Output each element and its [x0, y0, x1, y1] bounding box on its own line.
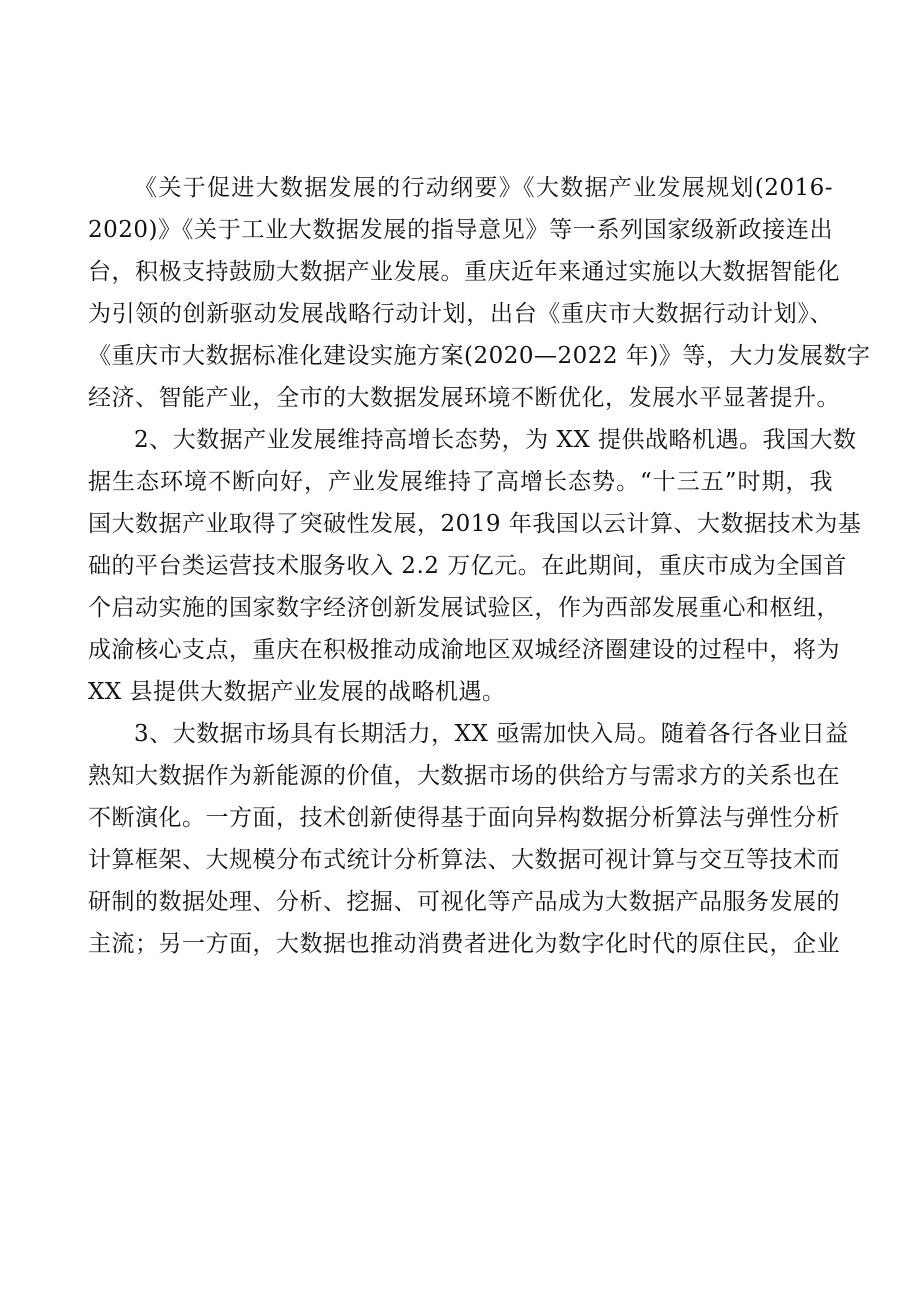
- paragraph-2-line-4: 础的平台类运营技术服务收入 2.2 万亿元。在此期间，重庆市成为全国首: [88, 553, 847, 579]
- paragraph-3-line-3: 不断演化。一方面，技术创新使得基于面向异构数据分析算法与弹性分析: [88, 805, 840, 831]
- document-page: [88, 0, 871, 1301]
- paragraph-1-line-4: 为引领的创新驱动发展战略行动计划，出台《重庆市大数据行动计划》、: [88, 301, 833, 327]
- paragraph-3-line-1: 3、大数据市场具有长期活力，XX 亟需加快入局。随着各行各业日益: [134, 721, 849, 747]
- paragraph-3-line-5: 研制的数据处理、分析、挖掘、可视化等产品成为大数据产品服务发展的: [88, 889, 840, 915]
- paragraph-2-line-6: 成渝核心支点，重庆在积极推动成渝地区双城经济圈建设的过程中，将为: [88, 637, 840, 663]
- paragraph-1-line-3: 台，积极支持鼓励大数据产业发展。重庆近年来通过实施以大数据智能化: [88, 259, 840, 285]
- paragraph-3-line-6: 主流；另一方面，大数据也推动消费者进化为数字化时代的原住民，企业: [88, 931, 840, 957]
- paragraph-2-line-7: XX 县提供大数据产业发展的战略机遇。: [88, 679, 506, 705]
- paragraph-1-line-6: 经济、智能产业，全市的大数据发展环境不断优化，发展水平显著提升。: [88, 385, 840, 411]
- paragraph-2-line-2: 据生态环境不断向好，产业发展维持了高增长态势。“十三五”时期，我: [88, 469, 833, 495]
- paragraph-3-line-4: 计算框架、大规模分布式统计分析算法、大数据可视计算与交互等技术而: [88, 847, 840, 873]
- paragraph-2-line-3: 国大数据产业取得了突破性发展，2019 年我国以云计算、大数据技术为基: [88, 511, 862, 537]
- paragraph-1-line-5: 《重庆市大数据标准化建设实施方案(2020—2022 年)》等，大力发展数字: [88, 343, 871, 369]
- paragraph-2-line-1: 2、大数据产业发展维持高增长态势，为 XX 提供战略机遇。我国大数: [134, 427, 857, 453]
- paragraph-2-line-5: 个启动实施的国家数字经济创新发展试验区，作为西部发展重心和枢纽，: [88, 595, 840, 621]
- paragraph-1-line-1: 《关于促进大数据发展的行动纲要》《大数据产业发展规划(2016-: [134, 175, 833, 201]
- paragraph-3-line-2: 熟知大数据作为新能源的价值，大数据市场的供给方与需求方的关系也在: [88, 763, 840, 789]
- paragraph-1-line-2: 2020)》《关于工业大数据发展的指导意见》等一系列国家级新政接连出: [88, 217, 833, 243]
